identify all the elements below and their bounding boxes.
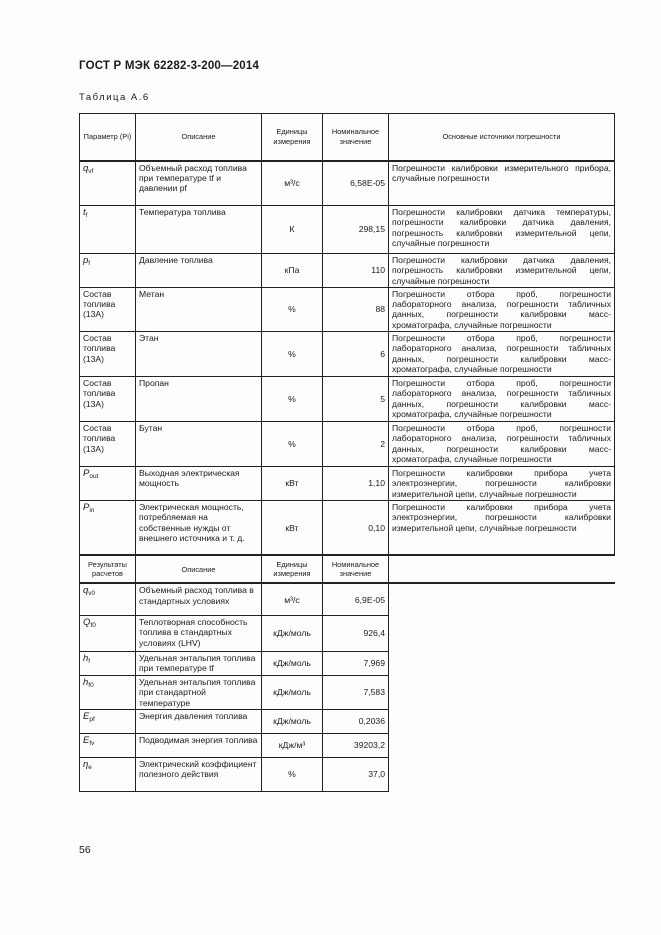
source-cell: Погрешности отбора проб, погрешности лабораторного анализа, погрешности табличных данных, погрешности калибровки масс-хроматографа, случайные погрешности [389, 332, 615, 377]
param-cell: Состав топлива (13А) [80, 332, 136, 377]
value-cell: 298,15 [323, 206, 389, 254]
header-description: Описание [136, 114, 262, 161]
unit-cell: м³/с [262, 583, 323, 615]
unit-cell: % [262, 377, 323, 422]
table-row [80, 733, 615, 757]
value-cell: 6,9E-05 [323, 583, 389, 615]
source-cell: Погрешности калибровки датчика давления, погрешность калибровки измерительной цепи, случайные погрешности [389, 254, 615, 288]
source-cell: Погрешности калибровки измерительного прибора, случайные погрешности [389, 161, 615, 206]
description-cell: Удельная энтальпия топлива при стандартной температуре [136, 675, 262, 709]
table-row [80, 615, 615, 651]
table-row [80, 651, 615, 675]
source-cell: Погрешности отбора проб, погрешности лабораторного анализа, погрешности табличных данных, погрешности калибровки масс-хроматографа, случайные погрешности [389, 422, 615, 467]
unit-cell: % [262, 287, 323, 331]
header-units: Единицы измерения [262, 555, 323, 583]
table1-header-row [80, 114, 615, 161]
description-cell: Давление топлива [136, 254, 262, 288]
value-cell: 5 [323, 377, 389, 422]
description-cell: Объемный расход топлива при температуре tf и давлении pf [136, 161, 262, 206]
unit-cell: кПа [262, 254, 323, 288]
header-sources: Основные источники погрешности [389, 114, 615, 161]
value-cell: 88 [323, 287, 389, 331]
unit-cell: кДж/моль [262, 675, 323, 709]
table-caption: Таблица А.6 [79, 92, 150, 103]
param-symbol: t [83, 207, 86, 218]
value-cell: 2 [323, 422, 389, 467]
header-description: Описание [136, 555, 262, 583]
table-row [80, 709, 615, 733]
header-nominal: Номинальное значение [323, 555, 389, 583]
unit-cell: % [262, 757, 323, 791]
param-cell: Состав топлива (13А) [80, 422, 136, 467]
param-cell [80, 583, 136, 615]
unit-cell: м³/с [262, 161, 323, 206]
source-cell: Погрешности калибровки прибора учета электроэнергии, погрешности калибровки измерительной цепи, случайные погрешности [389, 467, 615, 501]
param-cell [80, 651, 136, 675]
param-symbol: Q [83, 616, 91, 628]
value-cell: 39203,2 [323, 733, 389, 757]
param-subscript: f0 [90, 621, 96, 629]
param-symbol: h [83, 652, 89, 664]
source-cell: Погрешности отбора проб, погрешности лабораторного анализа, погрешности табличных данных, погрешности калибровки масс-хроматографа, случайные погрешности [389, 377, 615, 422]
header-nominal: Номинальное значение [323, 114, 389, 161]
param-subscript: vf [88, 167, 94, 175]
value-cell: 0,10 [323, 500, 389, 555]
empty-cell [389, 709, 615, 733]
description-cell: Энергия давления топлива [136, 709, 262, 733]
description-cell: Электрическая мощность, потребляемая на собственные нужды от внешнего источника и т. д. [136, 500, 262, 555]
param-cell [80, 500, 136, 555]
description-cell: Бутан [136, 422, 262, 467]
description-cell: Подводимая энергия топлива [136, 733, 262, 757]
table-row [80, 500, 615, 555]
description-cell: Объемный расход топлива в стандартных условиях [136, 583, 262, 615]
unit-cell: кДж/моль [262, 651, 323, 675]
empty-cell [389, 615, 615, 651]
unit-cell: кВт [262, 500, 323, 555]
table-row [80, 467, 615, 501]
source-cell: Погрешности калибровки прибора учета электроэнергии, погрешности калибровки измерительной цепи, случайные погрешности [389, 500, 615, 555]
param-cell [80, 675, 136, 709]
empty-cell [389, 651, 615, 675]
source-cell: Погрешности отбора проб, погрешности лабораторного анализа, погрешности табличных данных, погрешности калибровки масс-хроматографа, случайные погрешности [389, 287, 615, 331]
empty-cell [389, 733, 615, 757]
param-symbol: q [83, 585, 89, 597]
param-cell [80, 733, 136, 757]
param-cell [80, 161, 136, 206]
description-cell: Этан [136, 332, 262, 377]
unit-cell: % [262, 422, 323, 467]
source-cell: Погрешности калибровки датчика температуры, погрешности калибровки датчика давления, погрешность калибровки измерительной цепи, случайные погрешности [389, 206, 615, 254]
value-cell: 6,58E-05 [323, 161, 389, 206]
table-row [80, 422, 615, 467]
description-cell: Температура топлива [136, 206, 262, 254]
table-row [80, 757, 615, 791]
description-cell: Теплотворная способность топлива в стандартных условиях (LHV) [136, 615, 262, 651]
value-cell: 7,969 [323, 651, 389, 675]
table-row [80, 254, 615, 288]
value-cell: 37,0 [323, 757, 389, 791]
table2-header-row [80, 555, 615, 583]
value-cell: 1,10 [323, 467, 389, 501]
header-param: Параметр (Pi) [80, 114, 136, 161]
header-units: Единицы измерения [262, 114, 323, 161]
param-subscript: v0 [88, 590, 96, 598]
param-symbol: P [83, 501, 90, 513]
param-cell [80, 709, 136, 733]
unit-cell: кДж/моль [262, 615, 323, 651]
param-cell [80, 206, 136, 254]
unit-cell: К [262, 206, 323, 254]
table-row [80, 161, 615, 206]
param-symbol: q [83, 162, 89, 174]
table-row [80, 206, 615, 254]
param-subscript: f [88, 657, 91, 665]
param-subscript: fv [89, 739, 95, 747]
document-header: ГОСТ Р МЭК 62282-3-200—2014 [79, 60, 260, 72]
param-cell: Состав топлива (13А) [80, 287, 136, 331]
table-row [80, 675, 615, 709]
value-cell: 0,2036 [323, 709, 389, 733]
param-subscript: pf [89, 715, 95, 723]
param-symbol: E [83, 710, 90, 722]
unit-cell: кВт [262, 467, 323, 501]
param-subscript: f0 [88, 681, 94, 689]
param-cell: Состав топлива (13А) [80, 377, 136, 422]
param-symbol: h [83, 676, 89, 688]
empty-cell [389, 555, 615, 583]
description-cell: Удельная энтальпия топлива при температуре tf [136, 651, 262, 675]
param-subscript: f [88, 260, 91, 267]
param-subscript: f [85, 212, 88, 219]
unit-cell: кДж/м³ [262, 733, 323, 757]
param-subscript: in [89, 506, 95, 514]
empty-cell [389, 583, 615, 615]
empty-cell [389, 757, 615, 791]
value-cell: 926,4 [323, 615, 389, 651]
param-symbol: η [83, 758, 89, 770]
table-row [80, 332, 615, 377]
table1-body [80, 114, 615, 556]
table-row [80, 287, 615, 331]
unit-cell: % [262, 332, 323, 377]
description-cell: Пропан [136, 377, 262, 422]
header-results: Результаты расчетов [80, 555, 136, 583]
page-number: 56 [79, 844, 91, 856]
description-cell: Электрический коэффициент полезного действия [136, 757, 262, 791]
table-row [80, 583, 615, 615]
table-row [80, 377, 615, 422]
param-symbol: P [83, 468, 90, 480]
param-subscript: e [88, 763, 92, 771]
param-subscript: out [89, 473, 99, 481]
empty-cell [389, 675, 615, 709]
data-table [79, 113, 615, 792]
table2-body [80, 555, 615, 791]
value-cell: 6 [323, 332, 389, 377]
param-symbol: p [83, 255, 89, 266]
param-symbol: E [83, 734, 90, 746]
param-cell [80, 615, 136, 651]
param-cell [80, 254, 136, 288]
param-cell [80, 757, 136, 791]
value-cell: 7,583 [323, 675, 389, 709]
description-cell: Выходная электрическая мощность [136, 467, 262, 501]
description-cell: Метан [136, 287, 262, 331]
value-cell: 110 [323, 254, 389, 288]
param-cell [80, 467, 136, 501]
unit-cell: кДж/моль [262, 709, 323, 733]
